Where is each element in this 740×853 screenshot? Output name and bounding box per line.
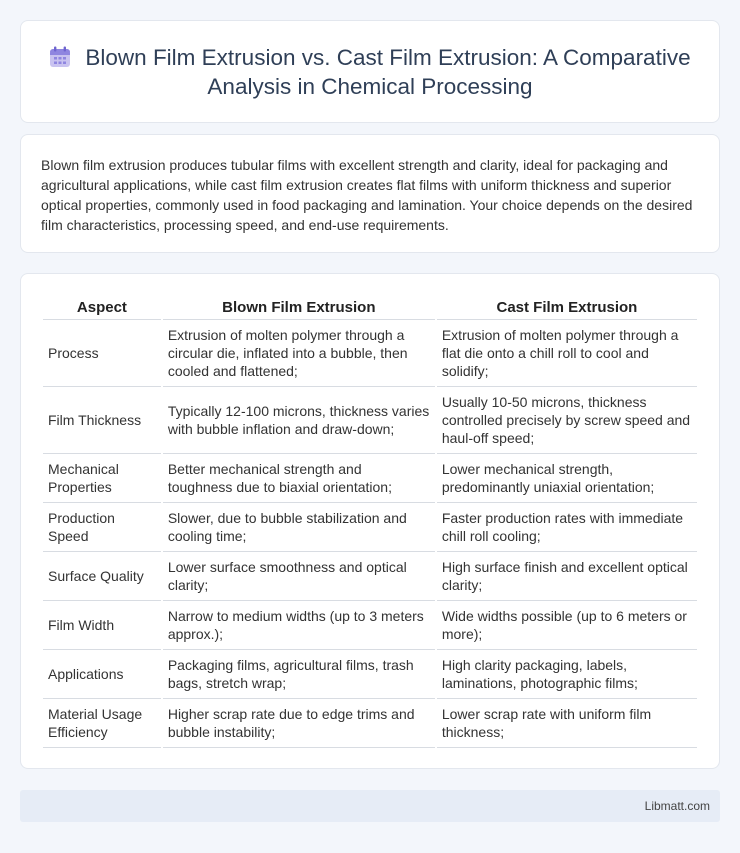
table-row xyxy=(43,454,697,503)
calendar-icon xyxy=(49,46,71,68)
table-row xyxy=(43,387,697,454)
row-blown: Typically 12-100 microns, thickness varies with bubble inflation and draw-down; xyxy=(163,387,435,454)
page-title-text: Blown Film Extrusion vs. Cast Film Extrusion: A Comparative Analysis in Chemical Processing xyxy=(85,44,691,99)
header-blown: Blown Film Extrusion xyxy=(163,296,435,320)
footer xyxy=(20,790,720,822)
table-row xyxy=(43,650,697,699)
row-aspect: Applications xyxy=(43,650,161,699)
table-row xyxy=(43,503,697,552)
row-blown: Lower surface smoothness and optical clarity; xyxy=(163,552,435,601)
footer-site-link[interactable]: Libmatt.com xyxy=(644,799,710,813)
row-aspect: Film Thickness xyxy=(43,387,161,454)
comparison-table xyxy=(41,296,699,748)
row-blown: Extrusion of molten polymer through a circular die, inflated into a bubble, then cooled and flattened; xyxy=(163,320,435,387)
row-aspect: Mechanical Properties xyxy=(43,454,161,503)
row-cast: High surface finish and excellent optical clarity; xyxy=(437,552,697,601)
table-row xyxy=(43,552,697,601)
intro-paragraph: Blown film extrusion produces tubular films with excellent strength and clarity, ideal for packaging and agricultural applications, while cast film extrusion creates flat films with uniform thickness and superior optical properties, commonly used in food packaging and lamination. Your choice depends on the desired film characteristics, processing speed, and end-use requirements. xyxy=(41,157,693,233)
table-row xyxy=(43,601,697,650)
row-blown: Higher scrap rate due to edge trims and bubble instability; xyxy=(163,699,435,748)
row-aspect: Production Speed xyxy=(43,503,161,552)
row-cast: Lower scrap rate with uniform film thickness; xyxy=(437,699,697,748)
page-title xyxy=(21,43,719,101)
row-blown: Slower, due to bubble stabilization and cooling time; xyxy=(163,503,435,552)
intro-card xyxy=(20,134,720,253)
row-blown: Narrow to medium widths (up to 3 meters approx.); xyxy=(163,601,435,650)
row-aspect: Material Usage Efficiency xyxy=(43,699,161,748)
row-aspect: Process xyxy=(43,320,161,387)
header-aspect: Aspect xyxy=(43,296,161,320)
row-cast: High clarity packaging, labels, laminations, photographic films; xyxy=(437,650,697,699)
row-cast: Faster production rates with immediate chill roll cooling; xyxy=(437,503,697,552)
row-blown: Better mechanical strength and toughness due to biaxial orientation; xyxy=(163,454,435,503)
table-row xyxy=(43,699,697,748)
title-card xyxy=(20,20,720,123)
table-row xyxy=(43,320,697,387)
row-aspect: Film Width xyxy=(43,601,161,650)
row-cast: Wide widths possible (up to 6 meters or more); xyxy=(437,601,697,650)
comparison-card xyxy=(20,273,720,769)
table-header-row xyxy=(43,296,697,320)
row-blown: Packaging films, agricultural films, trash bags, stretch wrap; xyxy=(163,650,435,699)
row-cast: Usually 10-50 microns, thickness controlled precisely by screw speed and haul-off speed; xyxy=(437,387,697,454)
row-cast: Extrusion of molten polymer through a flat die onto a chill roll to cool and solidify; xyxy=(437,320,697,387)
row-cast: Lower mechanical strength, predominantly uniaxial orientation; xyxy=(437,454,697,503)
row-aspect: Surface Quality xyxy=(43,552,161,601)
header-cast: Cast Film Extrusion xyxy=(437,296,697,320)
